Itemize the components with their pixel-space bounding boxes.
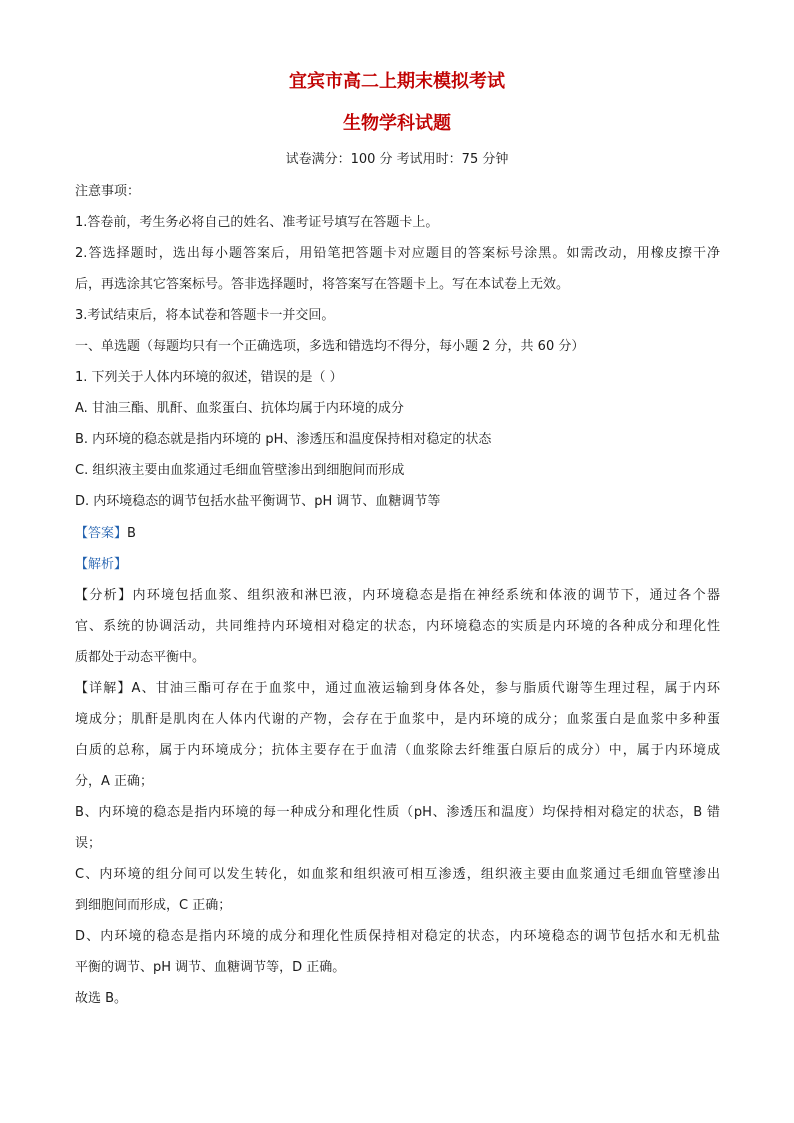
conclusion: 故选 B。: [75, 991, 128, 1006]
answer-value: B: [127, 526, 136, 541]
fenxi-line-1: [75, 587, 720, 605]
notice-item-1: 1.答卷前，考生务必将自己的姓名、准考证号填写在答题卡上。: [75, 215, 439, 230]
option-b: B. 内环境的稳态就是指内环境的 pH、渗透压和温度保持相对稳定的状态: [75, 432, 492, 447]
xiangjie-a-line-4: 分，A 正确；: [75, 774, 154, 789]
exam-info: 试卷满分：100 分 考试用时：75 分钟: [285, 152, 509, 167]
notice-item-3: 3.考试结束后，将本试卷和答题卡一并交回。: [75, 308, 335, 323]
xiangjie-a-line-2: 境成分；肌酐是肌肉在人体内代谢的产物，会存在于血浆中，是内环境的成分；血浆蛋白是血浆中多种蛋: [75, 712, 720, 727]
fenxi-line-3: 质都处于动态平衡中。: [75, 650, 206, 665]
notice-item-2-line-1: 2.答选择题时，选出每小题答案后，用铅笔把答题卡对应题目的答案标号涂黑。如需改动，用橡皮擦干净: [75, 246, 720, 261]
answer-line: [75, 525, 136, 543]
xiangjie-b-line-1: B、内环境的稳态是指内环境的每一种成分和理化性质（pH、渗透压和温度）均保持相对稳定的状态，B 错: [75, 805, 720, 820]
xiangjie-tag: 【详解】: [75, 681, 132, 696]
xiangjie-c-line-2: 到细胞间而形成，C 正确；: [75, 898, 232, 913]
xiangjie-b-line-2: 误；: [75, 836, 102, 851]
notice-item-2-line-2: 后，再选涂其它答案标号。答非选择题时，将答案写在答题卡上。写在本试卷上无效。: [75, 277, 570, 292]
answer-tag: 【答案】: [75, 526, 128, 541]
fenxi-text-1: 内环境包括血浆、组织液和淋巴液，内环境稳态是指在神经系统和体液的调节下，通过各个器: [132, 588, 720, 603]
analysis-tag: 【解析】: [75, 557, 128, 572]
notice-heading: 注意事项：: [75, 184, 141, 199]
xiangjie-c-line-1: C、内环境的组分间可以发生转化，如血浆和组织液可相互渗透，组织液主要由血浆通过毛细血管壁渗出: [75, 867, 720, 882]
xiangjie-d-line-2: 平衡的调节、pH 调节、血糖调节等，D 正确。: [75, 960, 346, 975]
option-a: A. 甘油三酯、肌酐、血浆蛋白、抗体均属于内环境的成分: [75, 401, 404, 416]
question-stem: 1. 下列关于人体内环境的叙述，错误的是（ ）: [75, 370, 343, 385]
fenxi-tag: 【分析】: [75, 588, 133, 603]
section-heading: 一、单选题（每题均只有一个正确选项，多选和错选均不得分，每小题 2 分，共 60 分）: [75, 339, 585, 354]
fenxi-line-2: 官、系统的协调活动，共同维持内环境相对稳定的状态，内环境稳态的实质是内环境的各种成分和理化性: [75, 619, 720, 634]
xiangjie-d-line-1: D、内环境的稳态是指内环境的成分和理化性质保持相对稳定的状态，内环境稳态的调节包括水和无机盐: [75, 929, 720, 944]
xiangjie-a-line-3: 白质的总称，属于内环境成分；抗体主要存在于血清（血浆除去纤维蛋白原后的成分）中，属于内环境成: [75, 743, 720, 758]
subject-title: 生物学科试题: [343, 113, 451, 134]
xiangjie-text-1: A、甘油三酯可存在于血浆中，通过血液运输到身体各处，参与脂质代谢等生理过程，属于内环: [131, 681, 720, 696]
exam-title: 宜宾市高二上期末模拟考试: [289, 71, 505, 92]
option-c: C. 组织液主要由血浆通过毛细血管壁渗出到细胞间而形成: [75, 463, 405, 478]
xiangjie-line-1: [75, 680, 720, 698]
option-d: D. 内环境稳态的调节包括水盐平衡调节、pH 调节、血糖调节等: [75, 494, 441, 509]
